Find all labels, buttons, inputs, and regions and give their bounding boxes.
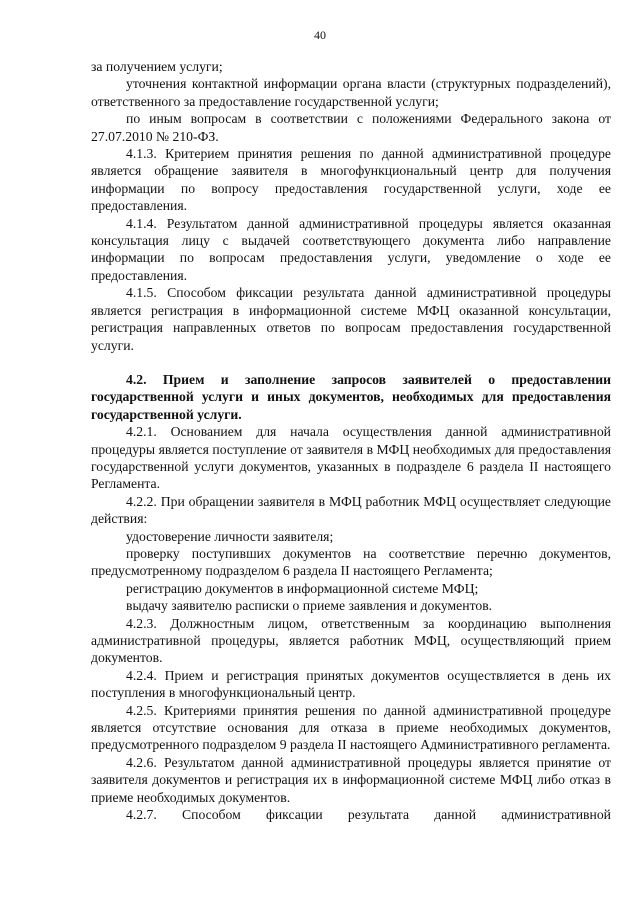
- paragraph: выдачу заявителю расписки о приеме заявления и документов.: [126, 598, 493, 614]
- paragraph: 4.2.4. Прием и регистрация принятых документов осуществляется в день их поступления в многофункциональный центр.: [91, 667, 611, 701]
- paragraph: 4.2.2. При обращении заявителя в МФЦ работник МФЦ осуществляет следующие действия:: [91, 493, 611, 527]
- section-heading: 4.2. Прием и заполнение запросов заявителей о предоставлении государственной услуги и иных документов, необходимых для предоставления государственной услуги.: [91, 371, 611, 422]
- paragraph: 4.1.4. Результатом данной административной процедуры является оказанная консультация лицу с выдачей соответствующего документа либо направление информации по вопросам предоставления услуги, уведомление о ходе ее предоставления.: [91, 215, 611, 283]
- paragraph: по иным вопросам в соответствии с положениями Федерального закона от 27.07.2010 № 210-ФЗ.: [91, 111, 611, 144]
- page-number: 40: [314, 28, 326, 42]
- paragraph: 4.2.5. Критериями принятия решения по данной административной процедуре является отсутствие основания для отказа в приеме необходимых документов, предусмотренного подразделом 9 раздела II настоящего Административного регламента.: [91, 702, 611, 753]
- paragraph: уточнения контактной информации органа власти (структурных подразделений), ответственного за предоставление государственной услуги;: [91, 76, 611, 109]
- paragraph: 4.2.6. Результатом данной административной процедуры является принятие от заявителя документов и регистрация их в информационной системе МФЦ либо отказ в приеме необходимых документов.: [91, 754, 611, 805]
- paragraph: 4.2.3. Должностным лицом, ответственным за координацию выполнения административной процедуры, является работник МФЦ, осуществляющий прием документов.: [91, 615, 611, 666]
- document-body: [91, 58, 611, 823]
- paragraph: за получением услуги;: [91, 59, 223, 74]
- paragraph: 4.1.3. Критерием принятия решения по данной административной процедуре является обращение заявителя в многофункциональный центр для получения информации по вопросу предоставления государственной услуги, ходе ее предоставления.: [91, 146, 611, 214]
- paragraph: 4.2.1. Основанием для начала осуществления данной административной процедуры является поступление от заявителя в МФЦ необходимых для предоставления государственной услуги документов, указанных в подразделе 6 раздела II настоящего Регламента.: [91, 424, 611, 492]
- paragraph: удостоверение личности заявителя;: [126, 528, 334, 544]
- paragraph: проверку поступивших документов на соответствие перечню документов, предусмотренному подразделом 6 раздела II настоящего Регламента;: [91, 545, 611, 579]
- paragraph: 4.2.7. Способом фиксации результата данной административной: [126, 807, 611, 823]
- paragraph: 4.1.5. Способом фиксации результата данной административной процедуры является регистрация в информационной системе МФЦ оказанной консультации, регистрация направленных ответов по вопросам предоставления государственной услуги.: [91, 285, 611, 353]
- paragraph: регистрацию документов в информационной системе МФЦ;: [126, 580, 479, 596]
